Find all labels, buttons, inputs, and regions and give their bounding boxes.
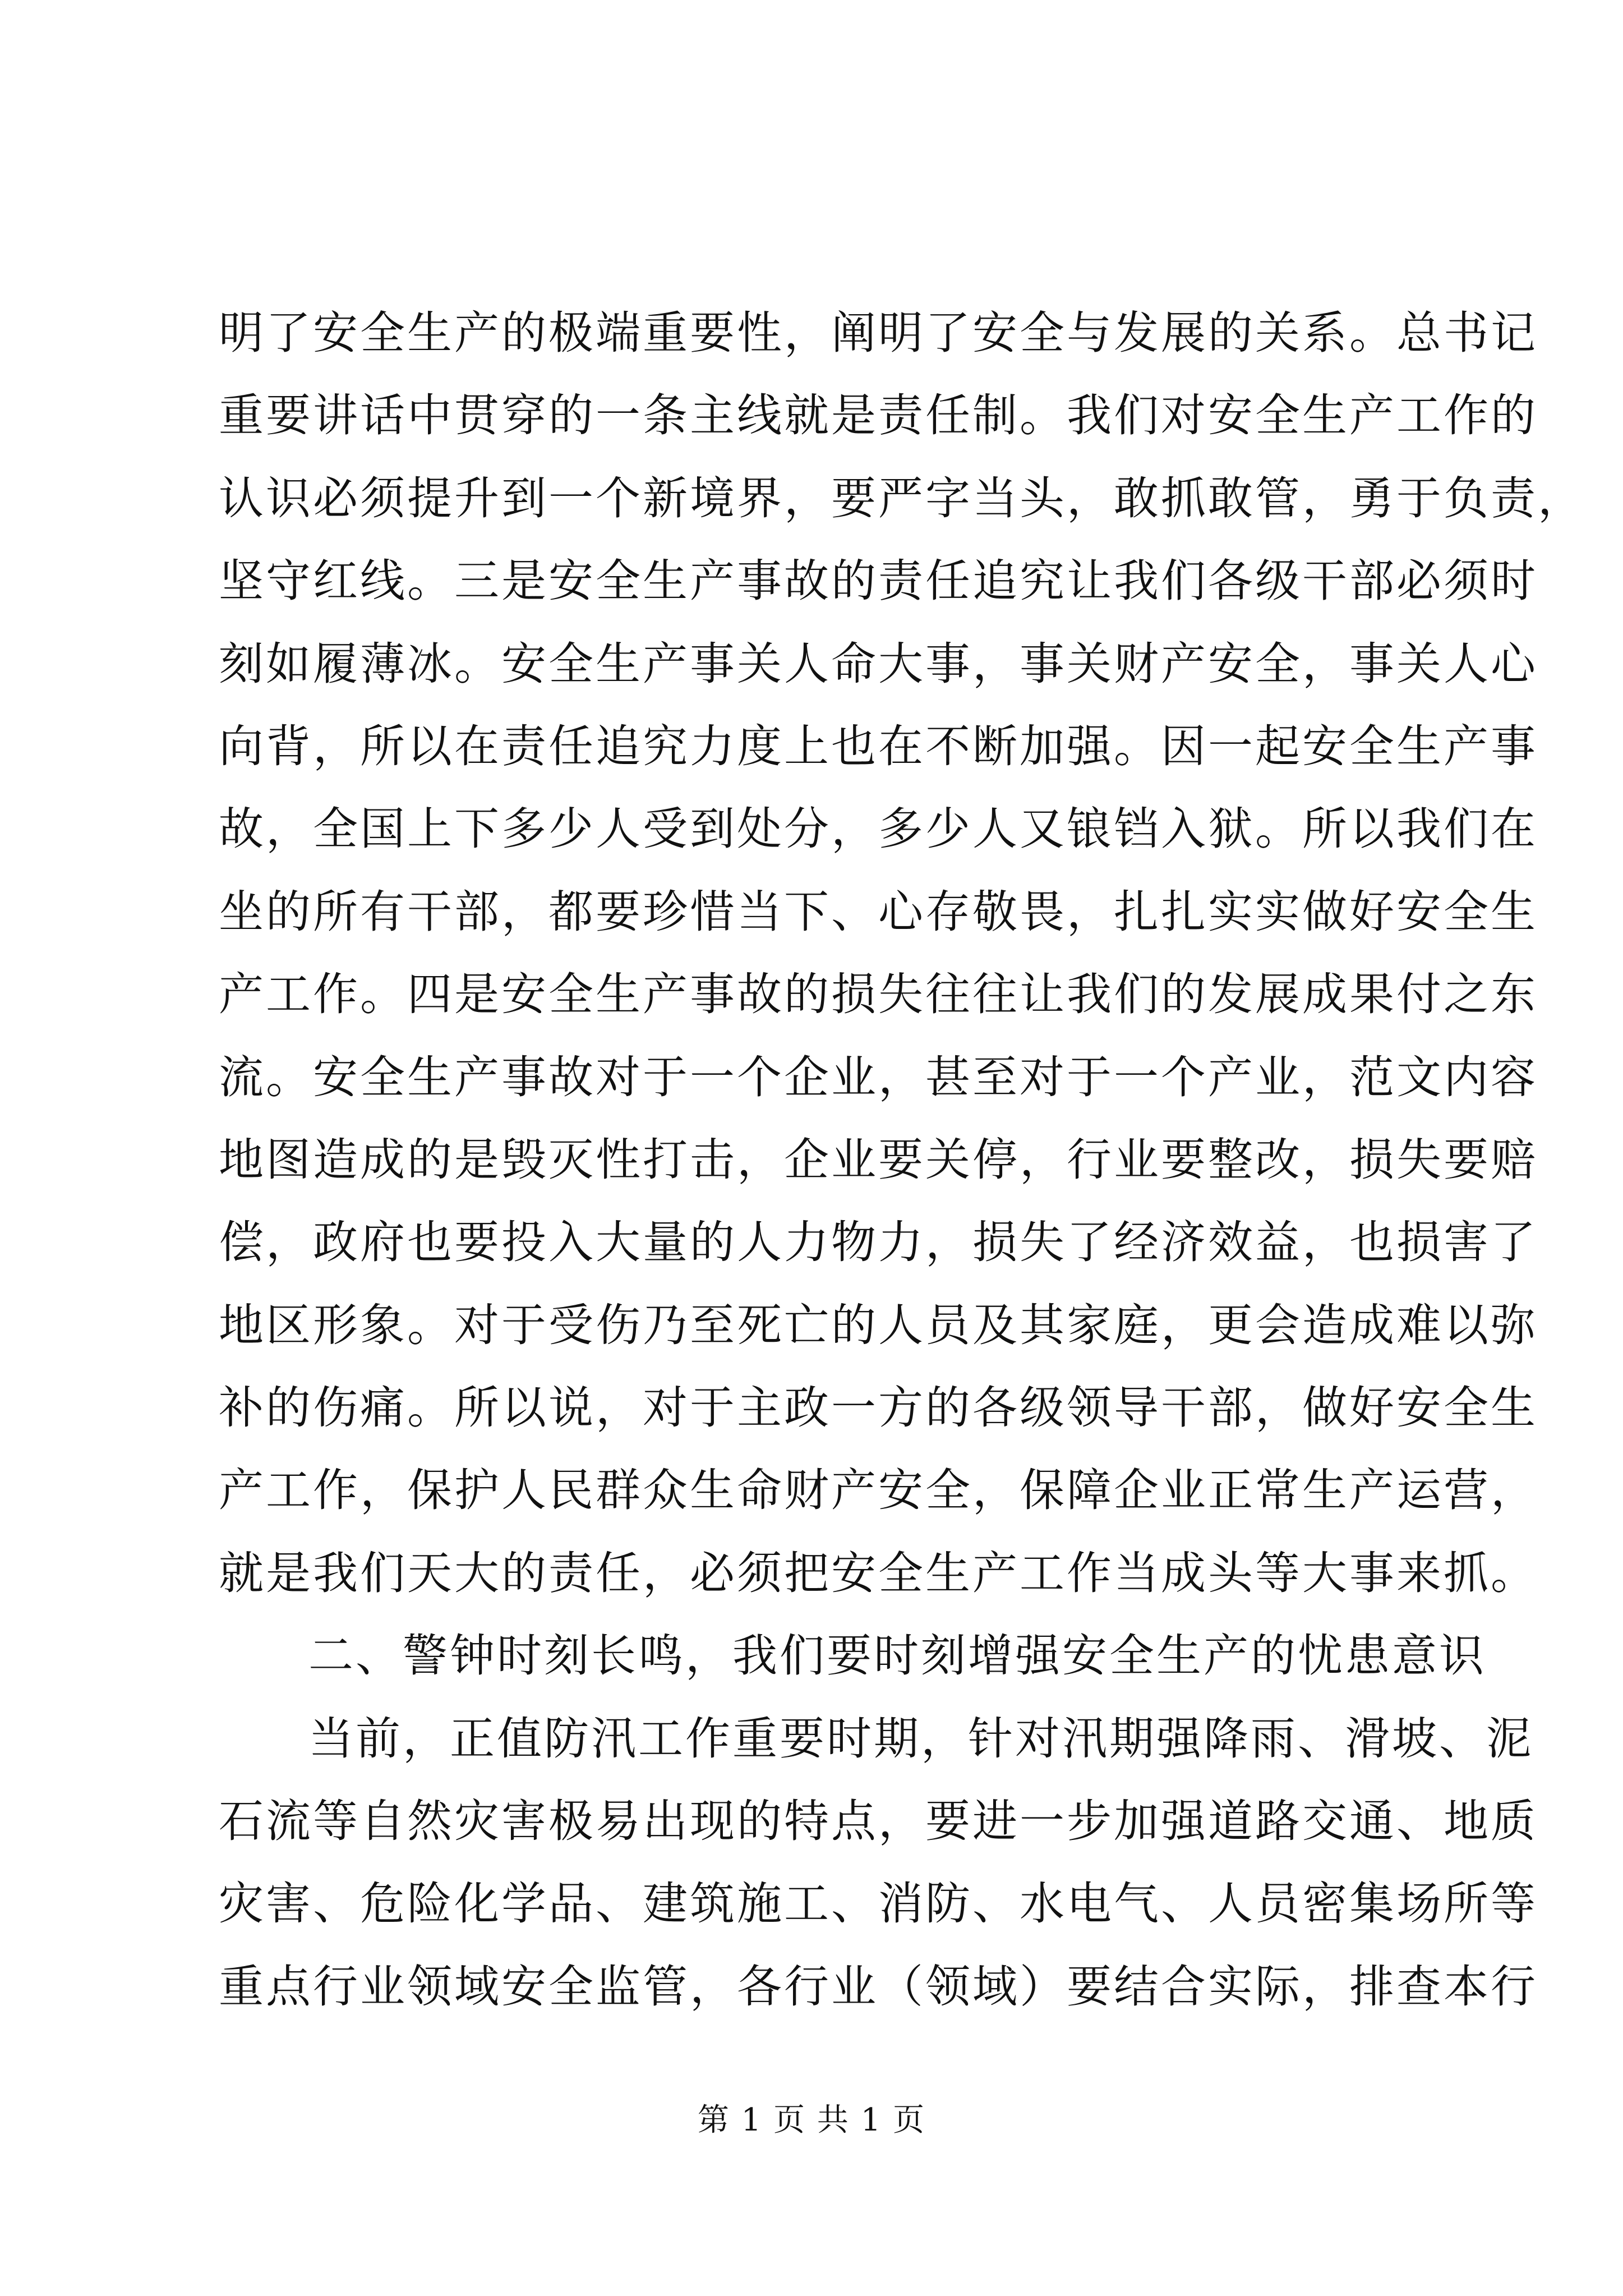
page-footer: 第 1 页 共 1 页	[697, 2102, 926, 2138]
text-line: 地区形象。对于受伤乃至死亡的人员及其家庭，更会造成难以弥	[219, 1299, 1538, 1351]
text-line: 认识必须提升到一个新境界，要严字当头，敢抓敢管，勇于负责，	[219, 472, 1585, 524]
text-line: 重要讲话中贯穿的一条主线就是责任制。我们对安全生产工作的	[219, 389, 1538, 442]
text-line: 刻如履薄冰。安全生产事关人命大事，事关财产安全，事关人心	[219, 637, 1538, 690]
text-line: 灾害、危险化学品、建筑施工、消防、水电气、人员密集场所等	[219, 1878, 1538, 1930]
text-line: 偿，政府也要投入大量的人力物力，损失了经济效益，也损害了	[219, 1216, 1538, 1269]
text-line: 产工作。四是安全生产事故的损失往往让我们的发展成果付之东	[219, 968, 1538, 1021]
text-line: 地图造成的是毁灭性打击，企业要关停，行业要整改，损失要赔	[219, 1133, 1538, 1186]
text-line: 坚守红线。三是安全生产事故的责任追究让我们各级干部必须时	[219, 555, 1538, 608]
text-line: 重点行业领域安全监管，各行业（领域）要结合实际，排查本行	[219, 1960, 1538, 2013]
text-line: 当前，正值防汛工作重要时期，针对汛期强降雨、滑坡、泥	[308, 1712, 1533, 1765]
text-line: 流。安全生产事故对于一个企业，甚至对于一个产业，范文内容	[219, 1051, 1538, 1103]
text-line: 补的伤痛。所以说，对于主政一方的各级领导干部，做好安全生	[219, 1382, 1538, 1434]
text-line: 二、警钟时刻长鸣，我们要时刻增强安全生产的忧患意识	[308, 1630, 1486, 1682]
text-line: 坐的所有干部，都要珍惜当下、心存敬畏，扎扎实实做好安全生	[219, 885, 1538, 938]
document-body	[219, 292, 1585, 2028]
text-line: 就是我们天大的责任，必须把安全生产工作当成头等大事来抓。	[219, 1547, 1538, 1599]
text-line: 明了安全生产的极端重要性，阐明了安全与发展的关系。总书记	[219, 307, 1538, 359]
text-line: 故，全国上下多少人受到处分，多少人又锒铛入狱。所以我们在	[219, 803, 1538, 855]
text-line: 向背，所以在责任追究力度上也在不断加强。因一起安全生产事	[219, 720, 1538, 772]
text-line: 产工作，保护人民群众生命财产安全，保障企业正常生产运营，	[219, 1464, 1538, 1517]
text-line: 石流等自然灾害极易出现的特点，要进一步加强道路交通、地质	[219, 1795, 1538, 1848]
